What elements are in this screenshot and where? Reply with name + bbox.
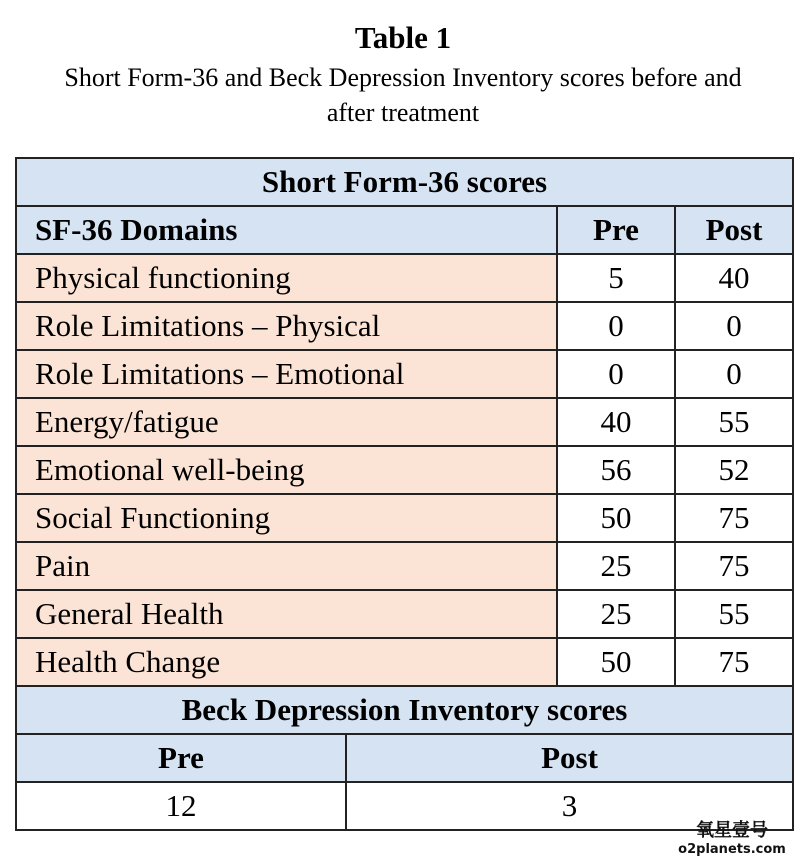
pre-cell: 50: [557, 494, 675, 542]
caption-line-2: after treatment: [326, 98, 480, 127]
pre-cell: 25: [557, 542, 675, 590]
col-header-pre: Pre: [557, 206, 675, 254]
table-row: [16, 254, 793, 302]
table-row: [16, 542, 793, 590]
table-row: [16, 494, 793, 542]
table-caption: [10, 60, 796, 130]
post-cell: 75: [675, 494, 793, 542]
post-cell: 55: [675, 398, 793, 446]
bdi-col-header-post: Post: [346, 734, 793, 782]
pre-cell: 0: [557, 350, 675, 398]
pre-cell: 40: [557, 398, 675, 446]
domain-cell: Role Limitations – Physical: [16, 302, 557, 350]
domain-cell: General Health: [16, 590, 557, 638]
post-cell: 75: [675, 638, 793, 686]
scores-table: [15, 157, 794, 831]
bdi-post-cell: 3: [346, 782, 793, 830]
pre-cell: 25: [557, 590, 675, 638]
post-cell: 0: [675, 302, 793, 350]
table-row: [16, 446, 793, 494]
pre-cell: 56: [557, 446, 675, 494]
domain-cell: Role Limitations – Emotional: [16, 350, 557, 398]
caption-line-1: Short Form-36 and Beck Depression Inventory scores before and: [64, 63, 742, 92]
bdi-section-title: Beck Depression Inventory scores: [16, 686, 793, 734]
table-row: [16, 638, 793, 686]
bdi-pre-cell: 12: [16, 782, 346, 830]
post-cell: 75: [675, 542, 793, 590]
table-row: [16, 398, 793, 446]
sf36-column-header-row: [16, 206, 793, 254]
table-row: [16, 350, 793, 398]
domain-cell: Social Functioning: [16, 494, 557, 542]
bdi-section-header-row: [16, 686, 793, 734]
pre-cell: 5: [557, 254, 675, 302]
table-title: Table 1: [354, 20, 452, 55]
col-header-domain: SF-36 Domains: [16, 206, 557, 254]
post-cell: 40: [675, 254, 793, 302]
sf36-section-title: Short Form-36 scores: [16, 158, 793, 206]
watermark-brand: 氧星壹号: [696, 820, 768, 841]
domain-cell: Pain: [16, 542, 557, 590]
watermark: [672, 820, 792, 858]
post-cell: 55: [675, 590, 793, 638]
bdi-column-header-row: [16, 734, 793, 782]
watermark-url: o2planets.com: [678, 842, 786, 857]
bdi-col-header-pre: Pre: [16, 734, 346, 782]
domain-cell: Health Change: [16, 638, 557, 686]
sf36-section-header-row: [16, 158, 793, 206]
post-cell: 0: [675, 350, 793, 398]
post-cell: 52: [675, 446, 793, 494]
table-row: [16, 302, 793, 350]
table-row: [16, 590, 793, 638]
domain-cell: Physical functioning: [16, 254, 557, 302]
domain-cell: Emotional well-being: [16, 446, 557, 494]
pre-cell: 0: [557, 302, 675, 350]
domain-cell: Energy/fatigue: [16, 398, 557, 446]
pre-cell: 50: [557, 638, 675, 686]
col-header-post: Post: [675, 206, 793, 254]
